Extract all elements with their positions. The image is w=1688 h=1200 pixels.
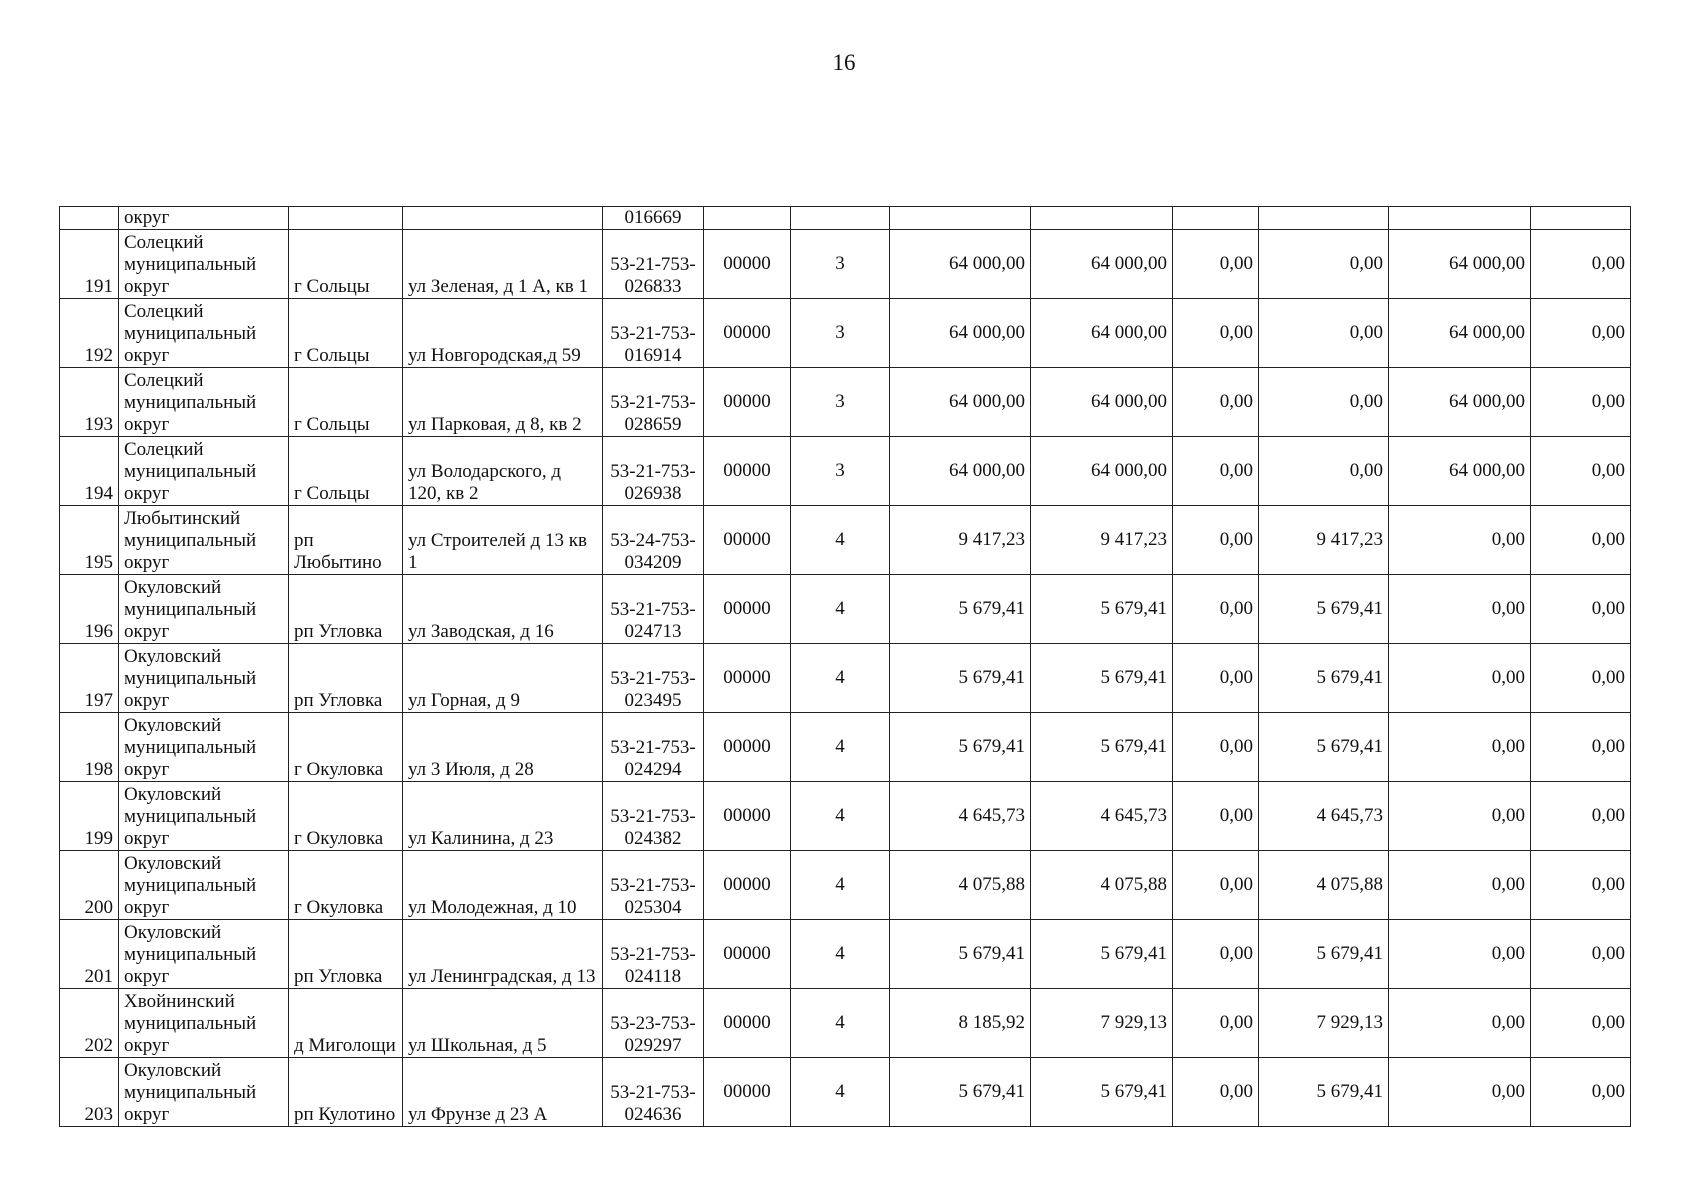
cell-v3: 0,00 xyxy=(1173,920,1259,989)
cell-settlement: рп Угловка xyxy=(289,644,403,713)
cell-v6: 0,00 xyxy=(1531,851,1631,920)
cell-v3: 0,00 xyxy=(1173,437,1259,506)
cell-v4: 7 929,13 xyxy=(1259,989,1389,1058)
cell-settlement: г Окуловка xyxy=(289,851,403,920)
table-row-continuation xyxy=(60,207,1631,230)
cell-v4: 5 679,41 xyxy=(1259,920,1389,989)
cell-v4: 0,00 xyxy=(1259,299,1389,368)
cell-v3: 0,00 xyxy=(1173,299,1259,368)
cell-number xyxy=(60,207,119,230)
cell-address: ул Молодежная, д 10 xyxy=(403,851,603,920)
cell-v6 xyxy=(1531,207,1631,230)
cell-col6: 00000 xyxy=(704,713,791,782)
cell-v3: 0,00 xyxy=(1173,713,1259,782)
cell-district: Окуловский муниципальный округ xyxy=(119,1058,289,1127)
cell-code: 53-21-753-024713 xyxy=(603,575,704,644)
cell-v3: 0,00 xyxy=(1173,506,1259,575)
cell-v6: 0,00 xyxy=(1531,506,1631,575)
cell-col7: 3 xyxy=(791,299,890,368)
cell-v3: 0,00 xyxy=(1173,644,1259,713)
table-row xyxy=(60,575,1631,644)
cell-col6: 00000 xyxy=(704,920,791,989)
cell-v6: 0,00 xyxy=(1531,644,1631,713)
table-row xyxy=(60,989,1631,1058)
cell-col6 xyxy=(704,207,791,230)
cell-code: 53-21-753-024118 xyxy=(603,920,704,989)
cell-district: Окуловский муниципальный округ xyxy=(119,920,289,989)
cell-v5: 0,00 xyxy=(1389,851,1531,920)
cell-v4: 0,00 xyxy=(1259,368,1389,437)
cell-v1: 64 000,00 xyxy=(890,230,1031,299)
cell-number: 193 xyxy=(60,368,119,437)
cell-v2: 64 000,00 xyxy=(1031,299,1173,368)
cell-col7: 4 xyxy=(791,575,890,644)
cell-settlement: г Сольцы xyxy=(289,437,403,506)
cell-address: ул Школьная, д 5 xyxy=(403,989,603,1058)
cell-col7: 3 xyxy=(791,437,890,506)
cell-settlement: рп Угловка xyxy=(289,575,403,644)
cell-v3: 0,00 xyxy=(1173,368,1259,437)
cell-col6: 00000 xyxy=(704,506,791,575)
cell-district: Солецкий муниципальный округ xyxy=(119,299,289,368)
cell-v5: 0,00 xyxy=(1389,506,1531,575)
cell-col7: 4 xyxy=(791,506,890,575)
cell-v1: 64 000,00 xyxy=(890,437,1031,506)
cell-settlement xyxy=(289,207,403,230)
cell-col7: 4 xyxy=(791,713,890,782)
cell-district: Солецкий муниципальный округ xyxy=(119,368,289,437)
cell-code: 53-21-753-024382 xyxy=(603,782,704,851)
cell-v1: 5 679,41 xyxy=(890,1058,1031,1127)
cell-district: Окуловский муниципальный округ xyxy=(119,575,289,644)
cell-v3 xyxy=(1173,207,1259,230)
cell-v1: 5 679,41 xyxy=(890,920,1031,989)
cell-v5: 0,00 xyxy=(1389,920,1531,989)
cell-settlement: д Миголощи xyxy=(289,989,403,1058)
cell-address: ул Ленинградская, д 13 xyxy=(403,920,603,989)
cell-v6: 0,00 xyxy=(1531,920,1631,989)
cell-number: 191 xyxy=(60,230,119,299)
cell-address: ул Володарского, д 120, кв 2 xyxy=(403,437,603,506)
cell-v1: 5 679,41 xyxy=(890,713,1031,782)
cell-address: ул Заводская, д 16 xyxy=(403,575,603,644)
cell-address: ул Строителей д 13 кв 1 xyxy=(403,506,603,575)
cell-v2: 4 075,88 xyxy=(1031,851,1173,920)
cell-settlement: г Окуловка xyxy=(289,713,403,782)
cell-col7: 3 xyxy=(791,368,890,437)
table-row xyxy=(60,782,1631,851)
cell-code: 016669 xyxy=(603,207,704,230)
cell-v6: 0,00 xyxy=(1531,713,1631,782)
cell-settlement: г Сольцы xyxy=(289,230,403,299)
cell-v6: 0,00 xyxy=(1531,575,1631,644)
cell-col6: 00000 xyxy=(704,1058,791,1127)
table-row xyxy=(60,920,1631,989)
table-row xyxy=(60,1058,1631,1127)
table-body xyxy=(60,207,1631,1127)
cell-v3: 0,00 xyxy=(1173,1058,1259,1127)
cell-v6: 0,00 xyxy=(1531,299,1631,368)
cell-v5: 0,00 xyxy=(1389,1058,1531,1127)
cell-address: ул 3 Июля, д 28 xyxy=(403,713,603,782)
cell-v1: 5 679,41 xyxy=(890,575,1031,644)
cell-v3: 0,00 xyxy=(1173,230,1259,299)
table-row xyxy=(60,506,1631,575)
cell-v2: 9 417,23 xyxy=(1031,506,1173,575)
cell-v5: 0,00 xyxy=(1389,782,1531,851)
cell-code: 53-21-753-026833 xyxy=(603,230,704,299)
cell-col6: 00000 xyxy=(704,368,791,437)
cell-col7: 4 xyxy=(791,1058,890,1127)
cell-number: 202 xyxy=(60,989,119,1058)
cell-v5: 64 000,00 xyxy=(1389,437,1531,506)
cell-v1: 64 000,00 xyxy=(890,299,1031,368)
cell-v5: 0,00 xyxy=(1389,989,1531,1058)
cell-district: Любытинский муниципальный округ xyxy=(119,506,289,575)
cell-col6: 00000 xyxy=(704,851,791,920)
cell-code: 53-21-753-024294 xyxy=(603,713,704,782)
cell-v4 xyxy=(1259,207,1389,230)
cell-code: 53-21-753-016914 xyxy=(603,299,704,368)
cell-v5: 64 000,00 xyxy=(1389,368,1531,437)
table-row xyxy=(60,368,1631,437)
cell-v4: 0,00 xyxy=(1259,437,1389,506)
cell-v5: 64 000,00 xyxy=(1389,299,1531,368)
cell-col6: 00000 xyxy=(704,230,791,299)
cell-v4: 5 679,41 xyxy=(1259,644,1389,713)
cell-address xyxy=(403,207,603,230)
page-number: 16 xyxy=(832,50,856,75)
cell-col6: 00000 xyxy=(704,989,791,1058)
cell-v5: 0,00 xyxy=(1389,644,1531,713)
cell-v3: 0,00 xyxy=(1173,575,1259,644)
cell-col7: 4 xyxy=(791,782,890,851)
cell-number: 194 xyxy=(60,437,119,506)
cell-district: округ xyxy=(119,207,289,230)
table-row xyxy=(60,644,1631,713)
cell-col6: 00000 xyxy=(704,644,791,713)
cell-number: 197 xyxy=(60,644,119,713)
cell-v6: 0,00 xyxy=(1531,989,1631,1058)
cell-v2: 64 000,00 xyxy=(1031,230,1173,299)
cell-col7: 4 xyxy=(791,989,890,1058)
cell-col6: 00000 xyxy=(704,437,791,506)
cell-settlement: г Сольцы xyxy=(289,368,403,437)
cell-v2: 7 929,13 xyxy=(1031,989,1173,1058)
cell-v1 xyxy=(890,207,1031,230)
cell-v5: 0,00 xyxy=(1389,575,1531,644)
cell-code: 53-21-753-023495 xyxy=(603,644,704,713)
cell-district: Окуловский муниципальный округ xyxy=(119,851,289,920)
cell-v6: 0,00 xyxy=(1531,368,1631,437)
cell-v6: 0,00 xyxy=(1531,437,1631,506)
cell-v4: 5 679,41 xyxy=(1259,1058,1389,1127)
cell-v2: 5 679,41 xyxy=(1031,920,1173,989)
cell-v6: 0,00 xyxy=(1531,782,1631,851)
table-row xyxy=(60,230,1631,299)
cell-district: Солецкий муниципальный округ xyxy=(119,230,289,299)
table-row xyxy=(60,299,1631,368)
cell-v2 xyxy=(1031,207,1173,230)
cell-code: 53-21-753-028659 xyxy=(603,368,704,437)
cell-district: Хвойнинский муниципальный округ xyxy=(119,989,289,1058)
cell-v3: 0,00 xyxy=(1173,851,1259,920)
cell-v1: 8 185,92 xyxy=(890,989,1031,1058)
cell-col7: 4 xyxy=(791,851,890,920)
cell-col6: 00000 xyxy=(704,575,791,644)
cell-v4: 5 679,41 xyxy=(1259,575,1389,644)
cell-number: 192 xyxy=(60,299,119,368)
cell-district: Окуловский муниципальный округ xyxy=(119,644,289,713)
cell-v5: 64 000,00 xyxy=(1389,230,1531,299)
cell-code: 53-23-753-029297 xyxy=(603,989,704,1058)
cell-v1: 64 000,00 xyxy=(890,368,1031,437)
cell-v2: 5 679,41 xyxy=(1031,713,1173,782)
cell-code: 53-21-753-024636 xyxy=(603,1058,704,1127)
cell-v4: 9 417,23 xyxy=(1259,506,1389,575)
cell-v3: 0,00 xyxy=(1173,989,1259,1058)
cell-v2: 5 679,41 xyxy=(1031,644,1173,713)
cell-v5: 0,00 xyxy=(1389,713,1531,782)
cell-v1: 4 075,88 xyxy=(890,851,1031,920)
cell-number: 198 xyxy=(60,713,119,782)
cell-v4: 5 679,41 xyxy=(1259,713,1389,782)
cell-settlement: рп Кулотино xyxy=(289,1058,403,1127)
cell-v2: 5 679,41 xyxy=(1031,1058,1173,1127)
cell-settlement: г Сольцы xyxy=(289,299,403,368)
cell-v3: 0,00 xyxy=(1173,782,1259,851)
cell-number: 195 xyxy=(60,506,119,575)
cell-number: 196 xyxy=(60,575,119,644)
cell-v2: 64 000,00 xyxy=(1031,437,1173,506)
cell-number: 203 xyxy=(60,1058,119,1127)
cell-code: 53-21-753-026938 xyxy=(603,437,704,506)
table-row xyxy=(60,851,1631,920)
cell-v5 xyxy=(1389,207,1531,230)
cell-address: ул Калинина, д 23 xyxy=(403,782,603,851)
table-row xyxy=(60,437,1631,506)
cell-code: 53-24-753-034209 xyxy=(603,506,704,575)
cell-number: 199 xyxy=(60,782,119,851)
cell-v1: 5 679,41 xyxy=(890,644,1031,713)
cell-address: ул Парковая, д 8, кв 2 xyxy=(403,368,603,437)
cell-v4: 0,00 xyxy=(1259,230,1389,299)
cell-col7: 3 xyxy=(791,230,890,299)
cell-address: ул Фрунзе д 23 А xyxy=(403,1058,603,1127)
cell-settlement: рп Угловка xyxy=(289,920,403,989)
cell-address: ул Горная, д 9 xyxy=(403,644,603,713)
cell-number: 200 xyxy=(60,851,119,920)
cell-col6: 00000 xyxy=(704,782,791,851)
cell-code: 53-21-753-025304 xyxy=(603,851,704,920)
cell-v6: 0,00 xyxy=(1531,1058,1631,1127)
registry-table xyxy=(59,206,1631,1127)
cell-col7: 4 xyxy=(791,920,890,989)
cell-v6: 0,00 xyxy=(1531,230,1631,299)
cell-col7: 4 xyxy=(791,644,890,713)
cell-col7 xyxy=(791,207,890,230)
cell-v2: 4 645,73 xyxy=(1031,782,1173,851)
cell-settlement: рп Любытино xyxy=(289,506,403,575)
cell-address: ул Новгородская,д 59 xyxy=(403,299,603,368)
cell-v1: 4 645,73 xyxy=(890,782,1031,851)
cell-district: Окуловский муниципальный округ xyxy=(119,713,289,782)
cell-address: ул Зеленая, д 1 А, кв 1 xyxy=(403,230,603,299)
cell-district: Окуловский муниципальный округ xyxy=(119,782,289,851)
cell-v2: 5 679,41 xyxy=(1031,575,1173,644)
cell-v1: 9 417,23 xyxy=(890,506,1031,575)
cell-v2: 64 000,00 xyxy=(1031,368,1173,437)
table-row xyxy=(60,713,1631,782)
cell-number: 201 xyxy=(60,920,119,989)
cell-district: Солецкий муниципальный округ xyxy=(119,437,289,506)
cell-v4: 4 075,88 xyxy=(1259,851,1389,920)
cell-settlement: г Окуловка xyxy=(289,782,403,851)
cell-v4: 4 645,73 xyxy=(1259,782,1389,851)
cell-col6: 00000 xyxy=(704,299,791,368)
